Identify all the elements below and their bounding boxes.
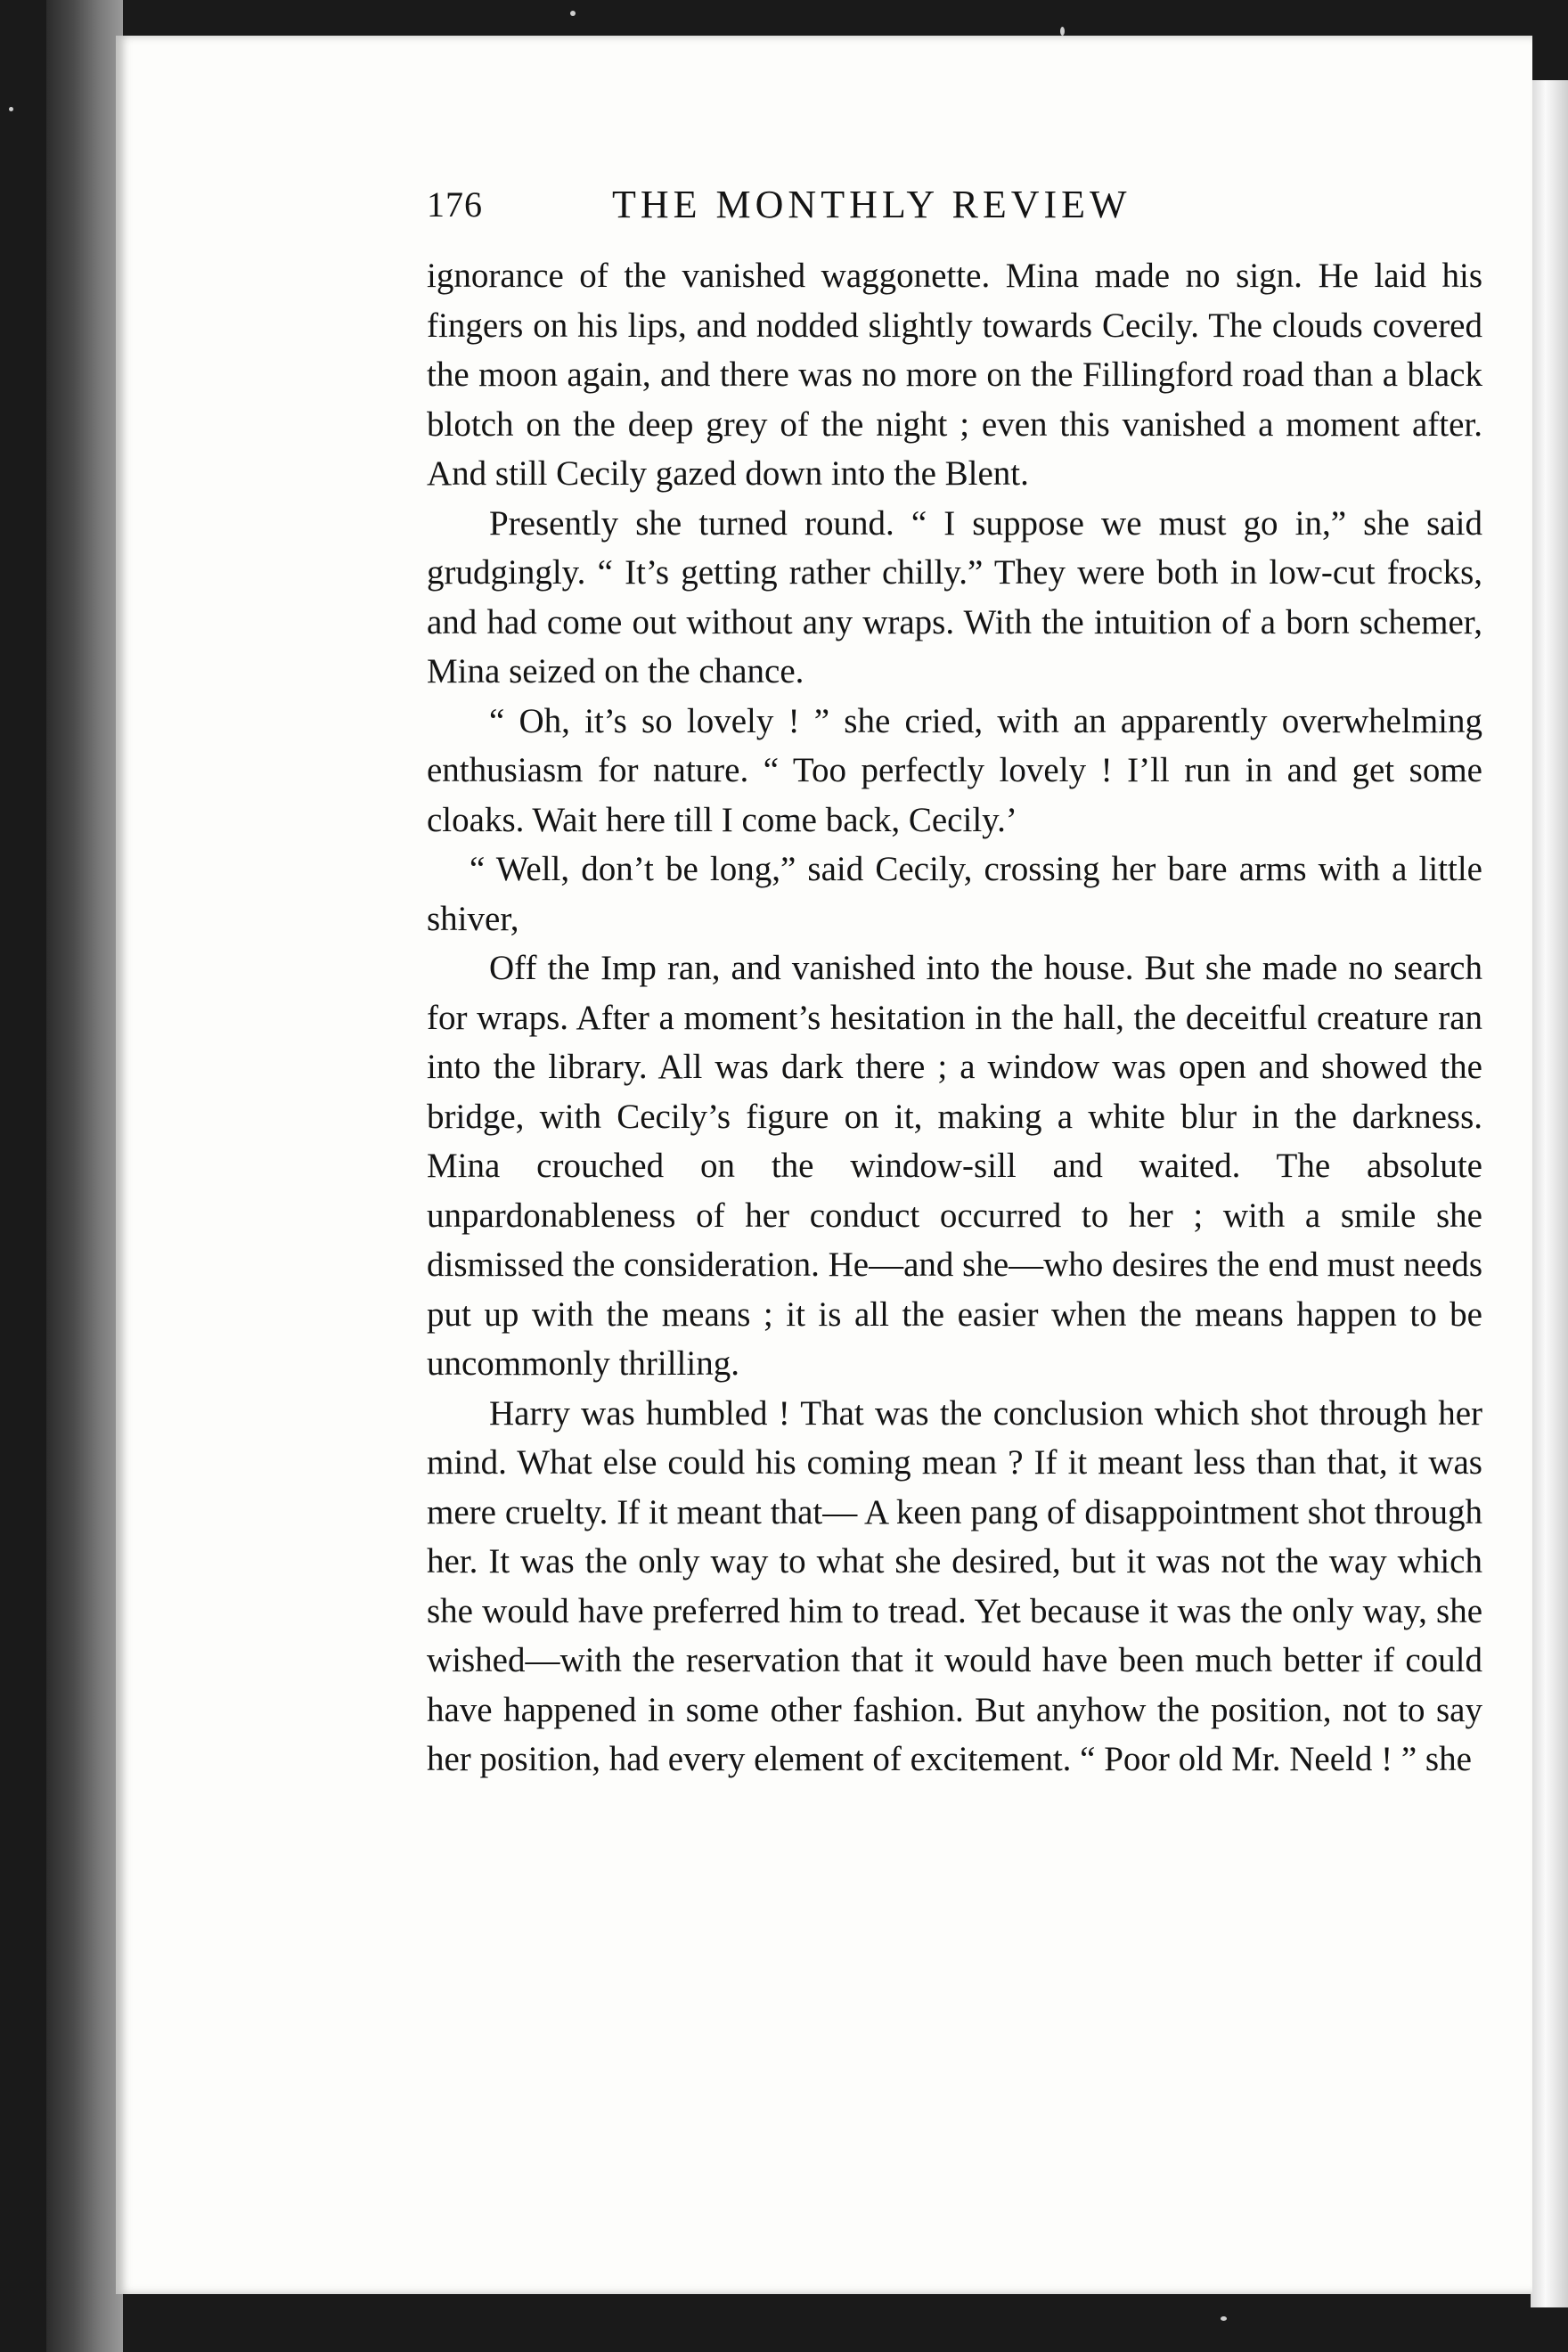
paragraph: Harry was humbled ! That was the conclusion which shot through her mind. What else could his coming mean ? If it meant less than that, it was mere cruelty. If it meant that— A keen pang of disappointment shot through her. It was the only way to what she desired, but it was not the way which she would have preferred him to tread. Yet because it was the only way, she wished—with the reservation that it would have been much better if could have happened in some other fashion. But anyhow the position, not to say her position, had every element of excitement. “ Poor old Mr. Neeld ! ” she xyxy=(427,1393,1482,1778)
paragraph-continued: ignorance of the vanished waggonette. Mina made no sign. He laid his fingers on his lips, and nodded slightly towards Cecily. The clouds covered the moon again, and there was no more on the Fillingford road than a black blotch on the deep grey of the night ; even this vanished a moment after. And still Cecily gazed down into the Blent. xyxy=(427,257,1482,493)
scan-speck xyxy=(1060,27,1065,36)
paragraph: “ Well, don’t be long,” said Cecily, crossing her bare arms with a little shiver, xyxy=(427,850,1482,938)
running-title: THE MONTHLY REVIEW xyxy=(612,183,1131,226)
body-text xyxy=(427,251,1482,1784)
paragraph: Presently she turned round. “ I suppose we must go in,” she said grudgingly. “ It’s getting rather chilly.” They were both in low-cut frocks, and had come out without any wraps. With the intuition of a born schemer, Mina seized on the chance. xyxy=(427,503,1482,690)
scan-right-edge xyxy=(1531,80,1568,2307)
scan-binding-edge xyxy=(46,0,123,2352)
running-header xyxy=(427,178,1514,241)
page-number: 176 xyxy=(427,184,483,225)
paragraph: Off the Imp ran, and vanished into the house. But she made no search for wraps. After a moment’s hesitation in the hall, the deceitful creature ran into the library. All was dark there ; a window was open and showed the bridge, with Cecily’s figure on it, making a white blur in the darkness. Mina crouched on the window-sill and waited. The absolute unpardonableness of her conduct occurred to her ; with a smile she dismissed the consideration. He—and she—who desires the end must needs put up with the means ; it is all the easier when the means happen to be uncommonly thrilling. xyxy=(427,949,1482,1383)
scan-speck xyxy=(1221,2316,1227,2321)
paragraph: “ Oh, it’s so lovely ! ” she cried, with an apparently overwhelming enthusiasm for nature. “ Too perfectly lovely ! I’ll run in and get some cloaks. Wait here till I come back, Cecily.’ xyxy=(427,701,1482,839)
scan-speck xyxy=(570,11,576,16)
scan-speck xyxy=(9,107,13,111)
